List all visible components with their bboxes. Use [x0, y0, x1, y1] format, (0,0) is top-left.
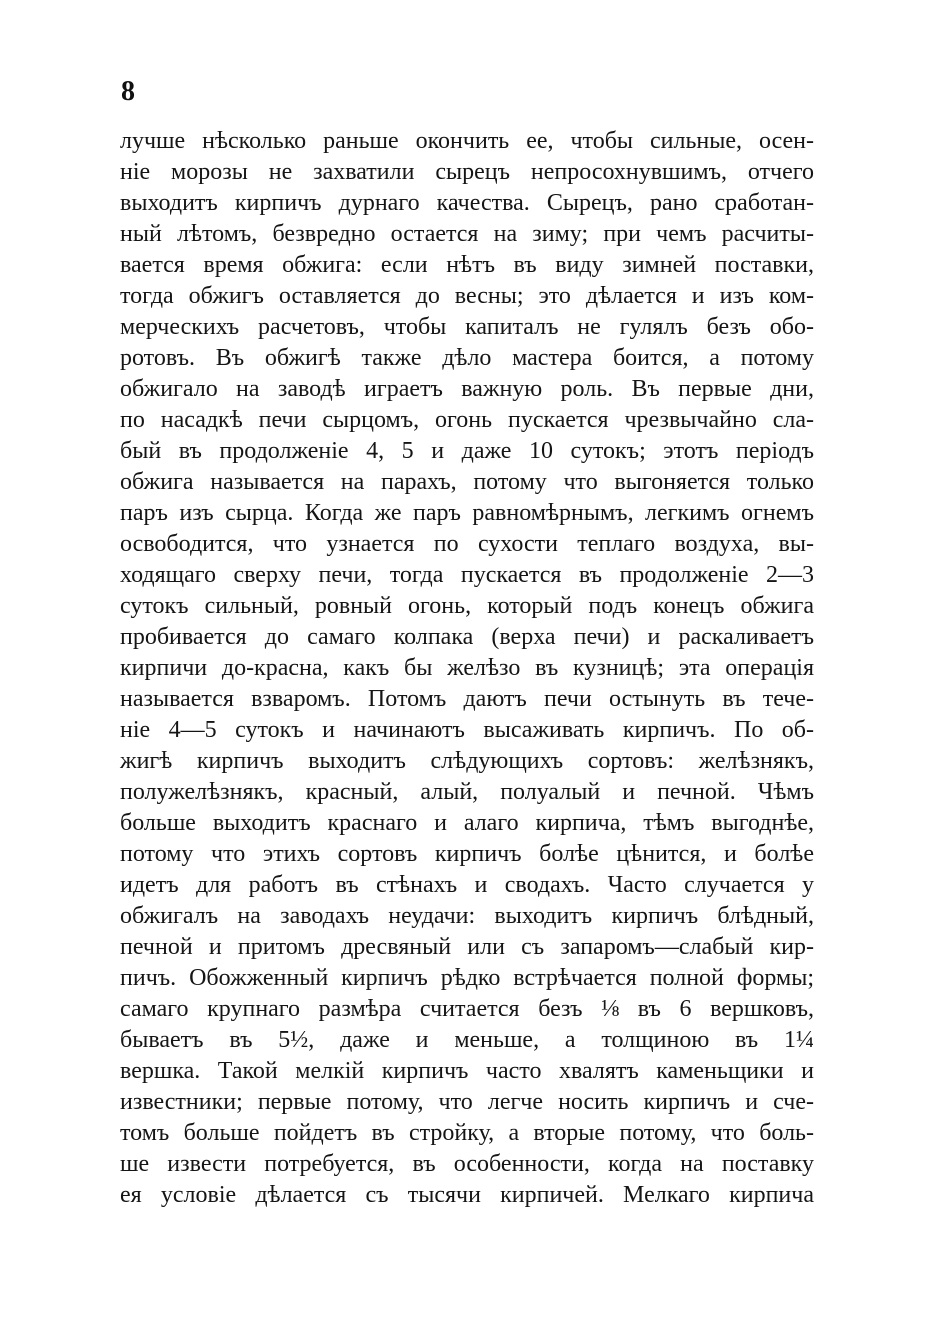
text-line: вается время обжига: если нѣтъ въ виду зимней поставки,: [120, 252, 814, 278]
text-line: пичъ. Обожженный кирпичъ рѣдко встрѣчается полной формы;: [120, 965, 814, 991]
text-line: тогда обжигъ оставляется до весны; это дѣлается и изъ ком-: [120, 283, 814, 309]
text-line: самаго крупнаго размѣра считается безъ ⅛ въ 6 вершковъ,: [120, 996, 814, 1022]
body-text: [120, 126, 814, 1211]
text-line: ротовъ. Въ обжигѣ также дѣло мастера боится, а потому: [120, 345, 814, 371]
text-line: печной и притомъ дресвяный или съ запаромъ—слабый кир-: [120, 934, 814, 960]
text-line: паръ изъ сырца. Когда же паръ равномѣрнымъ, легкимъ огнемъ: [120, 500, 814, 526]
text-line: ніе морозы не захватили сырецъ непросохнувшимъ, отчего: [120, 159, 814, 185]
text-line: пробивается до самаго колпака (верха печи) и раскаливаетъ: [120, 624, 814, 650]
text-line: бываетъ въ 5½, даже и меньше, а толщиною въ 1¼: [120, 1027, 814, 1053]
text-line: жигѣ кирпичъ выходитъ слѣдующихъ сортовъ: желѣзнякъ,: [120, 748, 814, 774]
text-line: называется взваромъ. Потомъ даютъ печи остынуть въ тече-: [120, 686, 814, 712]
text-line: полужелѣзнякъ, красный, алый, полуалый и печной. Чѣмъ: [120, 779, 814, 805]
text-line: ше извести потребуется, въ особенности, когда на поставку: [120, 1151, 814, 1177]
text-line: бый въ продолженіе 4, 5 и даже 10 сутокъ; этотъ періодъ: [120, 438, 814, 464]
text-line: больше выходитъ краснаго и алаго кирпича, тѣмъ выгоднѣе,: [120, 810, 814, 836]
text-line: идетъ для работъ въ стѣнахъ и сводахъ. Часто случается у: [120, 872, 814, 898]
text-line: сутокъ сильный, ровный огонь, который подъ конецъ обжига: [120, 593, 814, 619]
text-line: по насадкѣ печи сырцомъ, огонь пускается чрезвычайно сла-: [120, 407, 814, 433]
text-line: мерческихъ расчетовъ, чтобы капиталъ не гулялъ безъ обо-: [120, 314, 814, 340]
text-line: выходитъ кирпичъ дурнаго качества. Сырецъ, рано сработан-: [120, 190, 814, 216]
text-line: обжига называется на парахъ, потому что выгоняется только: [120, 469, 814, 495]
text-line: ходящаго сверху печи, тогда пускается въ продолженіе 2—3: [120, 562, 814, 588]
page-number: 8: [121, 76, 135, 107]
text-line: кирпичи до-красна, какъ бы желѣзо въ кузницѣ; эта операція: [120, 655, 814, 681]
text-line: ный лѣтомъ, безвредно остается на зиму; при чемъ расчиты-: [120, 221, 814, 247]
text-line: обжигало на заводѣ играетъ важную роль. Въ первые дни,: [120, 376, 814, 402]
text-line: ея условіе дѣлается съ тысячи кирпичей. Мелкаго кирпича: [120, 1182, 814, 1208]
text-line: лучше нѣсколько раньше окончить ее, чтобы сильные, осен-: [120, 128, 814, 154]
text-line: освободится, что узнается по сухости теплаго воздуха, вы-: [120, 531, 814, 557]
text-line: обжигалъ на заводахъ неудачи: выходитъ кирпичъ блѣдный,: [120, 903, 814, 929]
text-line: ніе 4—5 сутокъ и начинаютъ высаживать кирпичъ. По об-: [120, 717, 814, 743]
text-line: потому что этихъ сортовъ кирпичъ болѣе цѣнится, и болѣе: [120, 841, 814, 867]
text-line: томъ больше пойдетъ въ стройку, а вторые потому, что боль-: [120, 1120, 814, 1146]
text-line: вершка. Такой мелкій кирпичъ часто хвалятъ каменьщики и: [120, 1058, 814, 1084]
text-line: известники; первые потому, что легче носить кирпичъ и сче-: [120, 1089, 814, 1115]
